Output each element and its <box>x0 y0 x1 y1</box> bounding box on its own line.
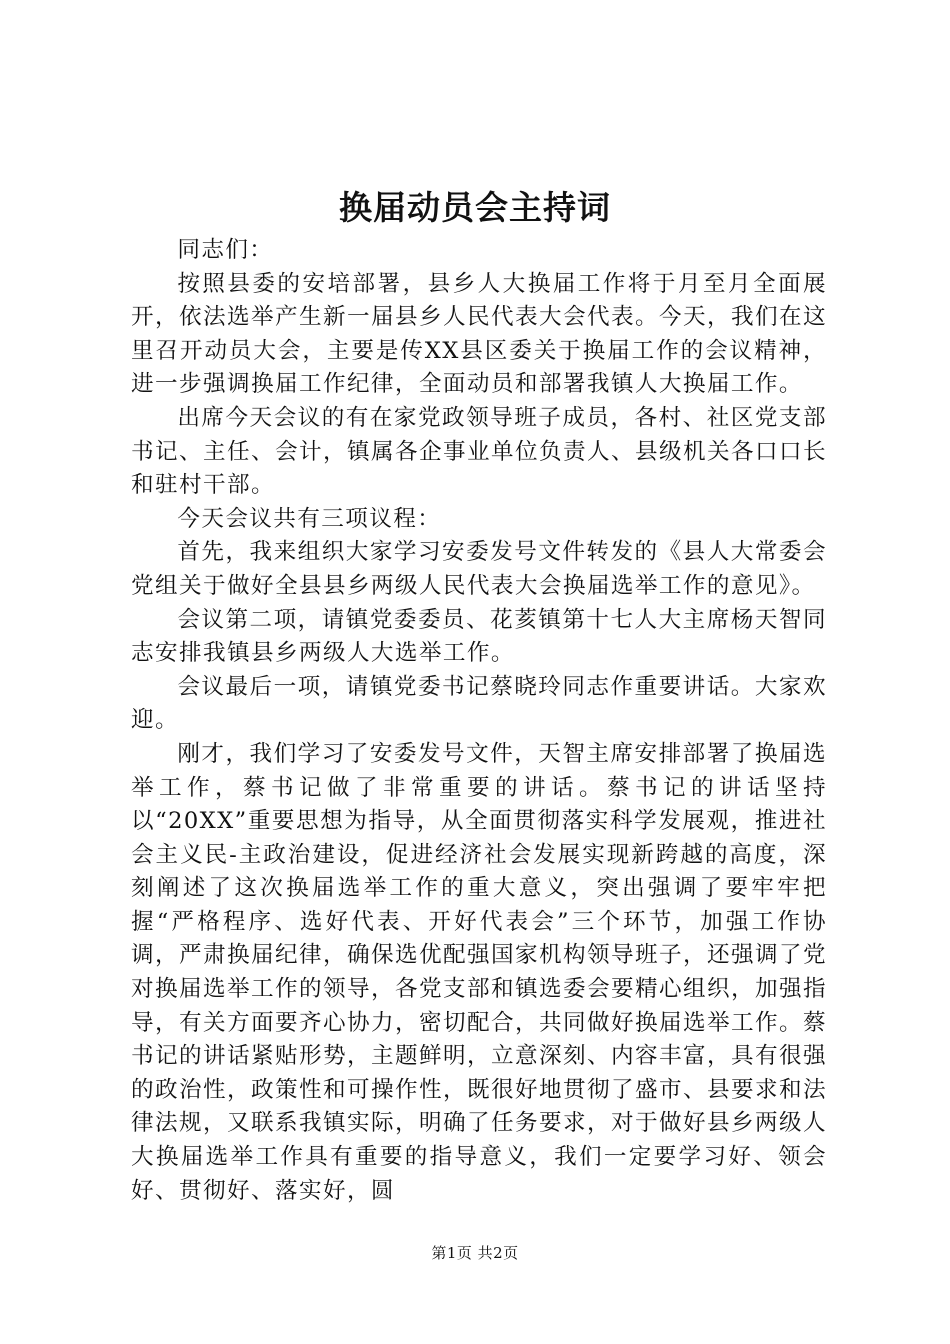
paragraph-summary: 刚才，我们学习了安委发号文件，天智主席安排部署了换届选举工作，蔡书记做了非常重要的讲话。蔡书记的讲话坚持以“20XX”重要思想为指导，从全面贯彻落实科学发展观，推进社会主义民-主政治建设，促进经济社会发展实现新跨越的高度，深刻阐述了这次换届选举工作的重大意义，突出强调了要牢牢把握“严格程序、选好代表、开好代表会”三个环节，加强工作协调，严肃换届纪律，确保选优配强国家机构领导班子，还强调了党对换届选举工作的领导，各党支部和镇选委会要精心组织，加强指导，有关方面要齐心协力，密切配合，共同做好换届选举工作。蔡书记的讲话紧贴形势，主题鲜明，立意深刻、内容丰富，具有很强的政治性，政策性和可操作性，既很好地贯彻了盛市、县要求和法律法规，又联系我镇实际，明确了任务要求，对于做好县乡两级人大换届选举工作具有重要的指导意义，我们一定要学习好、领会好、贯彻好、落实好，圆 <box>131 740 827 1204</box>
paragraph-agenda-item-3: 会议最后一项，请镇党委书记蔡晓玲同志作重要讲话。大家欢迎。 <box>131 673 827 734</box>
page-footer: 第1页 共2页 <box>431 1244 519 1262</box>
paragraph-agenda-item-2: 会议第二项，请镇党委委员、花荄镇第十七人大主席杨天智同志安排我镇县乡两级人大选举工作。 <box>131 606 827 667</box>
document-body <box>131 234 827 1208</box>
paragraph-greeting: 同志们： <box>177 237 274 263</box>
paragraph-agenda-item-1: 首先，我来组织大家学习安委发号文件转发的《县人大常委会党组关于做好全县县乡两级人民代表大会换届选举工作的意见》。 <box>131 539 827 599</box>
paragraph-agenda: 今天会议共有三项议程： <box>177 505 442 532</box>
paragraph-intro: 按照县委的安培部署，县乡人大换届工作将于月至月全面展开，依法选举产生新一届县乡人民代表大会代表。今天，我们在这里召开动员大会，主要是传XX县区委关于换届工作的会议精神，进一步强调换届工作纪律，全面动员和部署我镇人大换届工作。 <box>131 270 827 398</box>
document-title: 换届动员会主持词 <box>339 188 611 227</box>
paragraph-attendees: 出席今天会议的有在家党政领导班子成员，各村、社区党支部书记、主任、会计，镇属各企事业单位负责人、县级机关各口口长和驻村干部。 <box>131 404 827 499</box>
